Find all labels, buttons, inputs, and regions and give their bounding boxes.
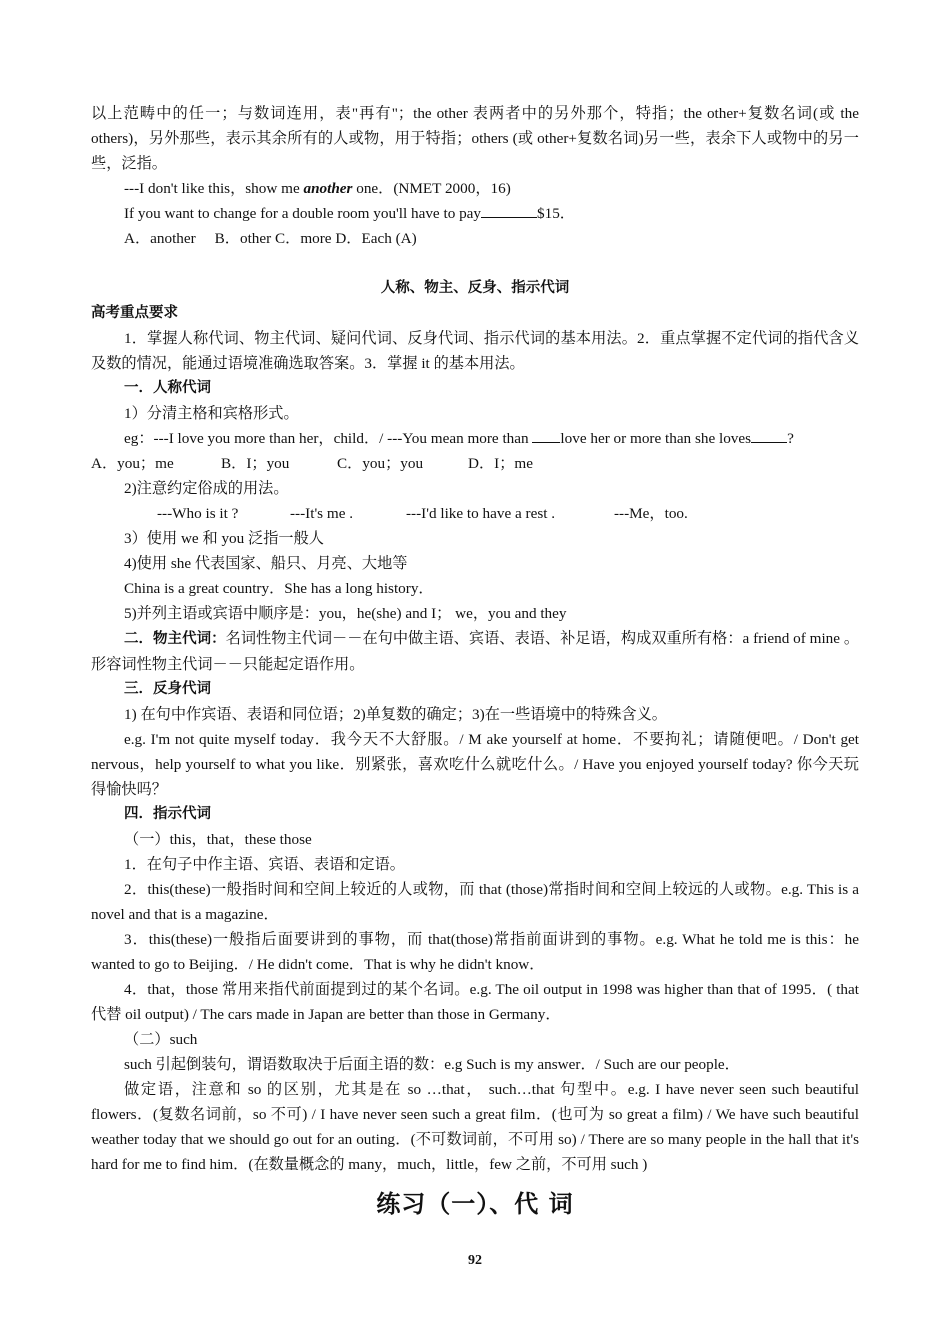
such-attribute-rule: 做定语，注意和 so 的区别，尤其是在 so …that， such…that 句型中。e.g. I have never seen such beautiful flowers．(复数名词前，so 不可) / I have never seen such a great film．(也可为 so great a film) / We have such beautiful weather today that we should go out for an outing．(不可数词前，不可用 so) / There are so many people in the hall that it's hard for me to find him．(在数量概念的 many，much，little，few 之前，不可用 such ) <box>91 1081 859 1173</box>
dialogue-line: ---Who is it ? <box>157 505 239 522</box>
rule-5: 5)并列主语或宾语中顺序是：you，he(she) and I； we，you and they <box>124 605 567 622</box>
gaokao-heading: 高考重点要求 <box>91 305 178 321</box>
gaokao-requirements: 1．掌握人称代词、物主代词、疑问代词、反身代词、指示代词的基本用法。2．重点掌握不定代词的指代含义及数的情况，能通过语境准确选取答案。3．掌握 it 的基本用法。 <box>91 330 859 372</box>
rule-3: 3）使用 we 和 you 泛指一般人 <box>124 530 324 547</box>
reflexive-pronoun-heading: 三．反身代词 <box>124 681 211 697</box>
dialogue-example <box>91 501 859 526</box>
dialogue-line: ---Me，too. <box>614 505 688 522</box>
question-options <box>91 451 859 476</box>
reflexive-examples: e.g. I'm not quite myself today．我今天不大舒服。/ M ake yourself at home．不要拘礼；请随便吧。/ Don't get nervous，help yourself to what you like．别紧张，喜欢吃什么就吃什么。/ Have you enjoyed yourself today? 你今天玩得愉快吗？ <box>91 731 859 798</box>
question-mark: ? <box>787 430 794 447</box>
section-title: 人称、物主、反身、指示代词 <box>380 280 570 296</box>
such-inversion-rule: such 引起倒装句，谓语数取决于后面主语的数：e.g Such is my answer．/ Such are our people． <box>124 1056 740 1073</box>
example-sentence-2 <box>91 201 859 226</box>
demonstrative-pronoun-heading: 四．指示代词 <box>124 806 211 822</box>
demonstrative-subheading-1: （一）this，that，these those <box>124 831 312 848</box>
intro-paragraph: 以上范畴中的任一；与数词连用，表"再有"；the other 表两者中的另外那个，特指；the other+复数名词(或 the others)，另外那些，表示其余所有的人或物，用于特指；others (或 other+复数名词)另一些，表余下人或物中的另一些，泛指。 <box>91 105 859 172</box>
possessive-pronoun-heading: 二．物主代词： <box>124 631 226 647</box>
example-text: ---I don't like this，show me <box>124 180 304 197</box>
rule-1: 1）分清主格和宾格形式。 <box>124 405 299 422</box>
page-content <box>91 101 859 1177</box>
option-a: A．you；me <box>91 455 174 472</box>
answer-blank <box>751 428 787 443</box>
rule-2: 2)注意约定俗成的用法。 <box>124 480 289 497</box>
example-options: A．another B．other C．more D．Each (A) <box>124 230 417 247</box>
example-source: one．(NMET 2000，16) <box>352 180 511 197</box>
option-c: C．you；you <box>337 455 424 472</box>
demonstrative-rule-3: 3．this(these)一般指后面要讲到的事物，而 that(those)常指前面讲到的事物。e.g. What he told me is this：he wanted to go to Beijing．/ He didn't come．That is why he didn't know． <box>91 931 859 973</box>
example-text-end: $15． <box>537 205 575 222</box>
page-number: 92 <box>468 1253 482 1268</box>
possessive-pronoun-paragraph <box>91 626 859 677</box>
question-text: eg：---I love you more than her，child．/ ---You mean more than <box>124 430 533 447</box>
example-sentence-1 <box>91 176 859 201</box>
answer-blank <box>481 203 537 218</box>
question-text: love her or more than she loves <box>560 430 752 447</box>
possessive-pronoun-text: 名词性物主代词－－在句中做主语、宾语、表语、补足语，构成双重所有格：a friend of mine 。形容词性物主代词－－只能起定语作用。 <box>91 630 860 673</box>
personal-pronoun-heading: 一．人称代词 <box>124 380 211 396</box>
dialogue-line: ---I'd like to have a rest . <box>406 505 556 522</box>
emphasis-word: another <box>303 180 353 197</box>
example-text: If you want to change for a double room you'll have to pay <box>124 205 482 222</box>
exercise-title: 练习（一）、代 词 <box>376 1190 574 1218</box>
reflexive-usage: 1) 在句中作宾语、表语和同位语；2)单复数的确定；3)在一些语境中的特殊含义。 <box>124 706 667 723</box>
demonstrative-rule-2: 2．this(these)一般指时间和空间上较近的人或物，而 that (those)常指时间和空间上较远的人或物。e.g. This is a novel and that is a magazine． <box>91 881 859 923</box>
dialogue-line: ---It's me . <box>290 505 354 522</box>
rule-4: 4)使用 she 代表国家、船只、月亮、大地等 <box>124 555 408 572</box>
option-b: B．I；you <box>221 455 290 472</box>
question-example <box>91 426 859 451</box>
option-d: D．I；me <box>468 455 533 472</box>
answer-blank <box>532 428 560 443</box>
rule-4-example: China is a great country．She has a long history． <box>124 580 434 597</box>
demonstrative-rule-4: 4．that，those 常用来指代前面提到过的某个名词。e.g. The oil output in 1998 was higher than that of 1995．( that 代替 oil output) / The cars made in Japan are better than those in Germany． <box>91 981 859 1023</box>
demonstrative-rule-1: 1．在句子中作主语、宾语、表语和定语。 <box>124 856 405 873</box>
demonstrative-subheading-2: （二）such <box>124 1031 198 1048</box>
